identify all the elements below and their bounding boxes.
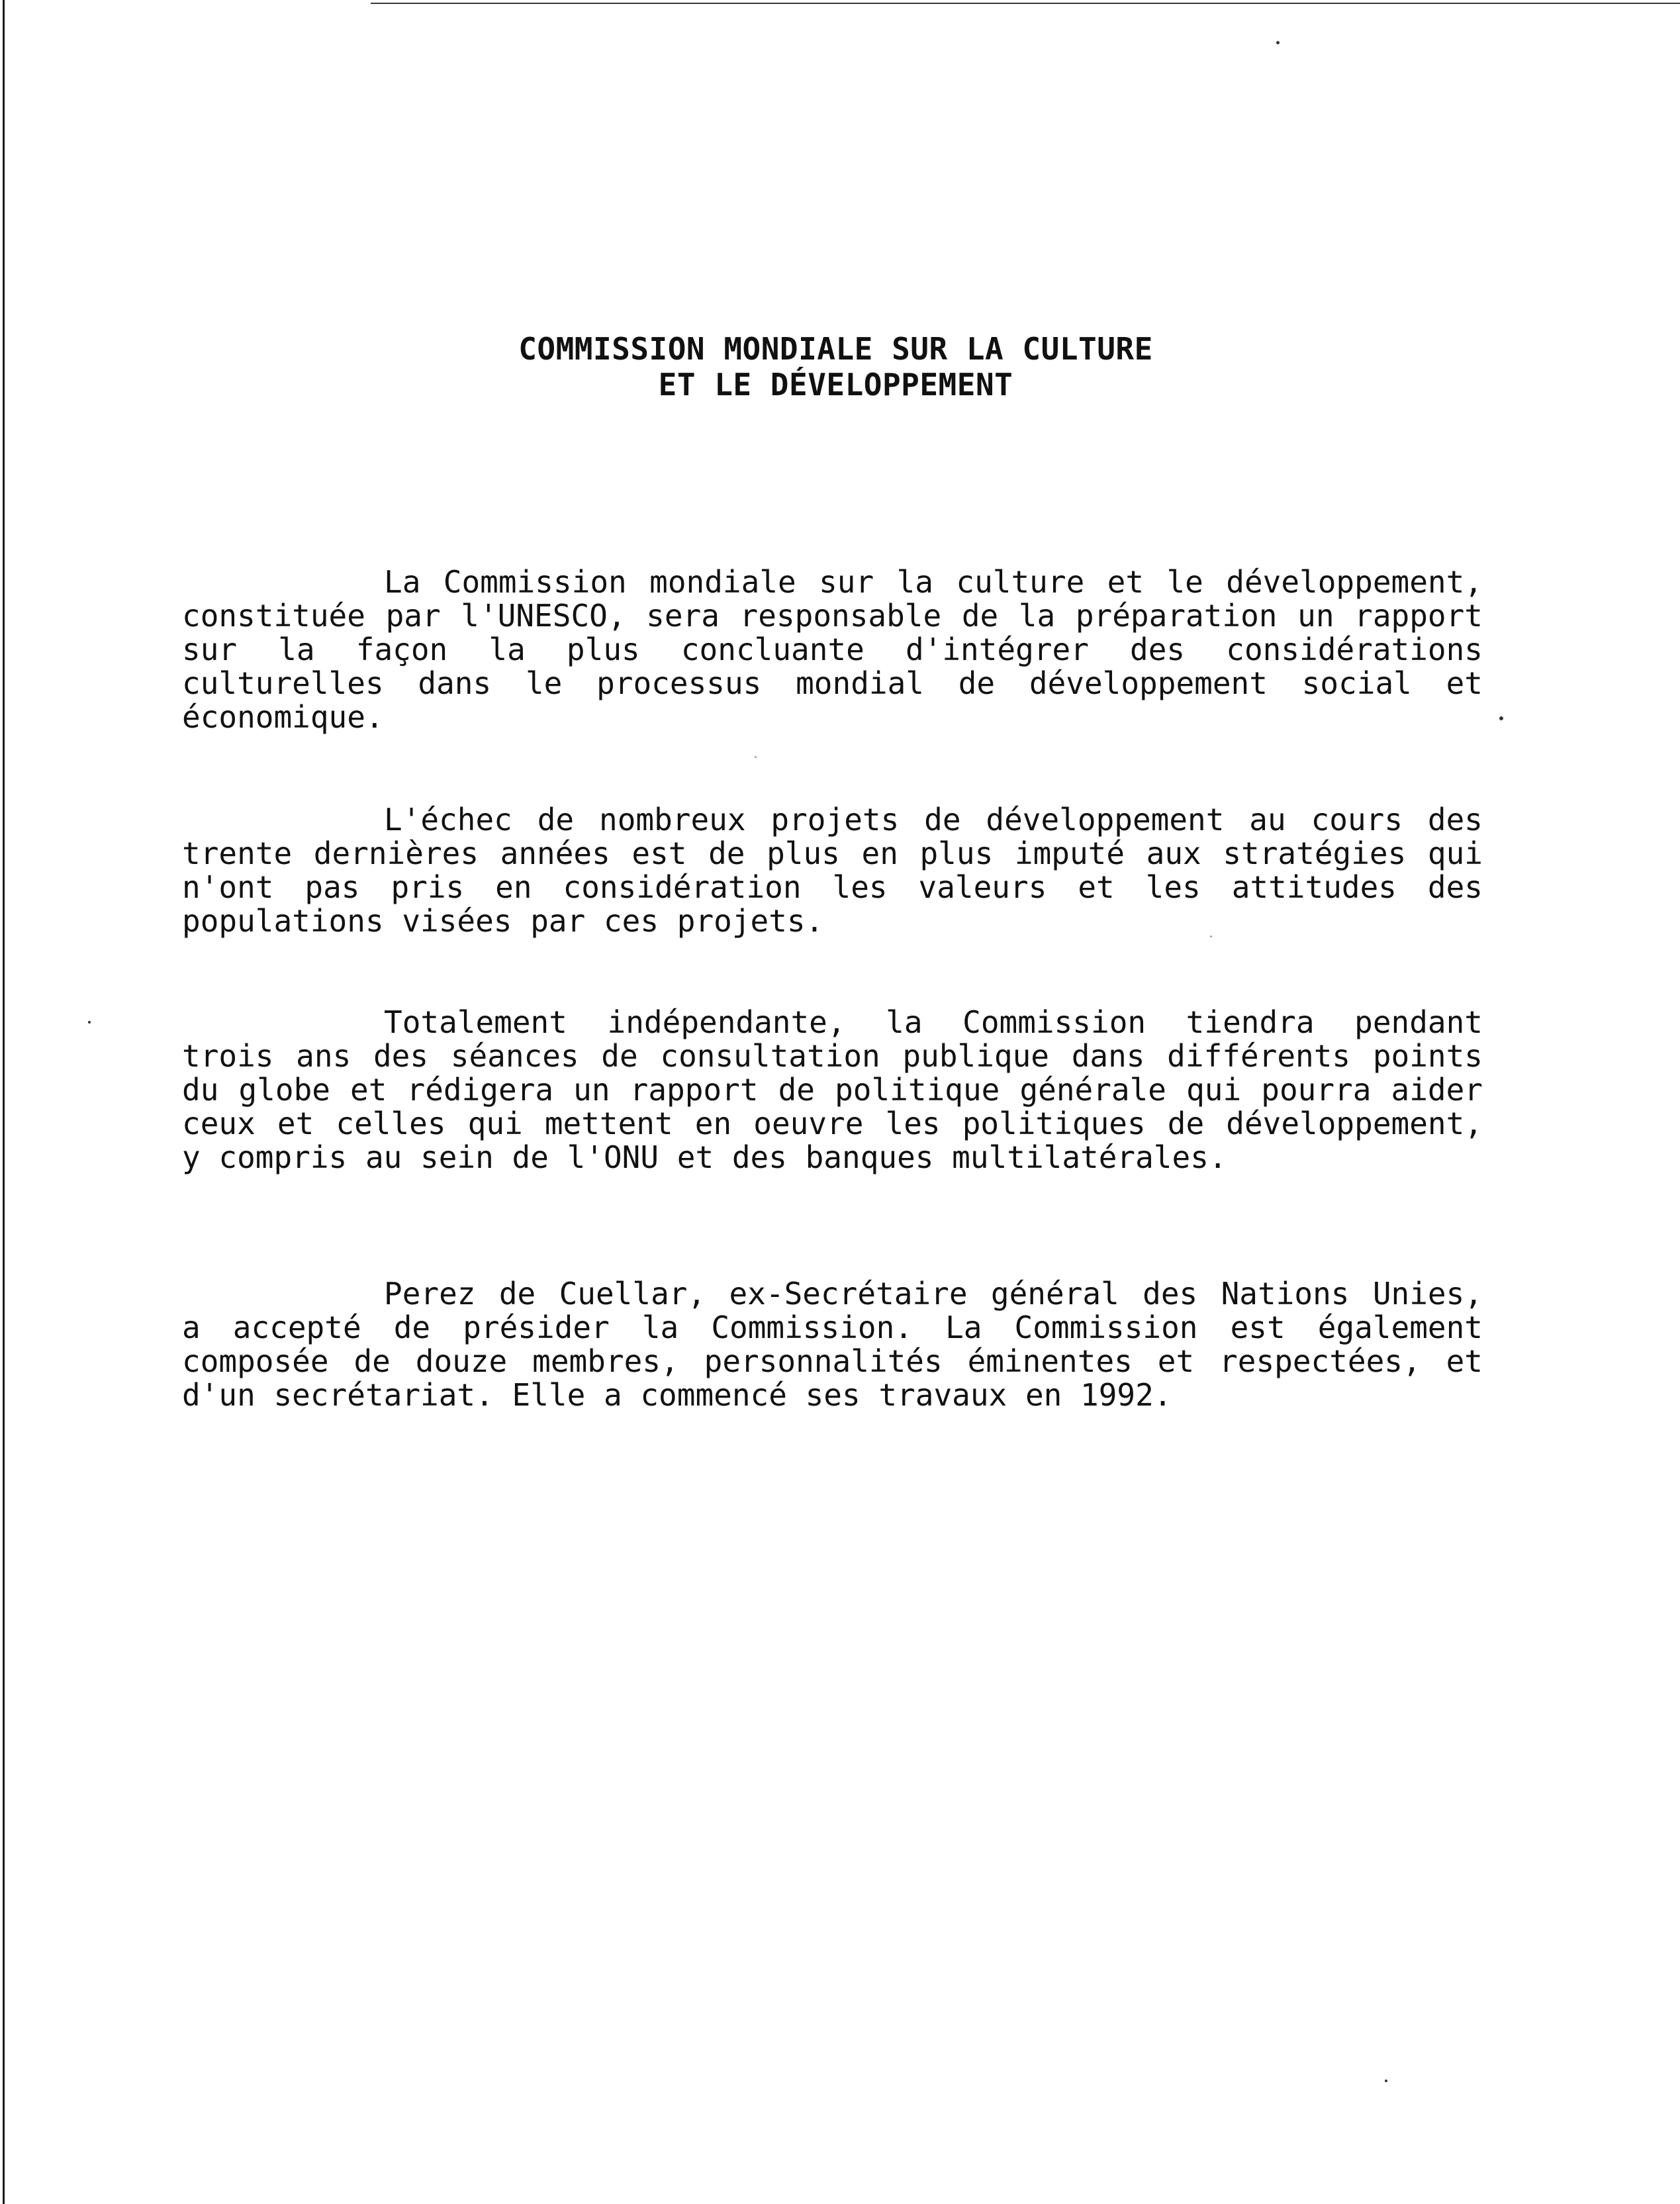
- scan-speck: [755, 756, 757, 758]
- document-title: [185, 331, 1486, 403]
- title-line-2: ET LE DÉVELOPPEMENT: [658, 367, 1013, 403]
- paragraph-2: L'échec de nombreux projets de développement au cours des trente dernières années est de plus en plus imputé aux stratégies qui n'ont pas pris en considération les valeurs et les attitudes des populations visées par ces projets.: [182, 802, 1483, 939]
- scan-speck: [1276, 41, 1280, 44]
- paragraph-3: Totalement indépendante, la Commission tiendra pendant trois ans des séances de consultation publique dans différents points du globe et rédigera un rapport de politique générale qui pourra aider ceux et celles qui mettent en oeuvre les politiques de développement, y compris au sein de l'ONU et des banques multilatérales.: [182, 1004, 1483, 1175]
- paragraph-1: La Commission mondiale sur la culture et le développement, constituée par l'UNESCO, sera responsable de la préparation un rapport sur la façon la plus concluante d'intégrer des considérations culturelles dans le processus mondial de développement social et économique.: [182, 564, 1483, 735]
- scan-speck: [1385, 2080, 1387, 2082]
- scan-speck: [1499, 716, 1503, 720]
- scan-left-edge: [3, 0, 5, 2204]
- scan-top-edge: [371, 3, 1680, 4]
- paragraph-4: Perez de Cuellar, ex-Secrétaire général des Nations Unies, a accepté de présider la Commission. La Commission est également composée de douze membres, personnalités éminentes et respectées, et d'un secrétariat. Elle a commencé ses travaux en 1992.: [182, 1276, 1483, 1413]
- title-line-1: COMMISSION MONDIALE SUR LA CULTURE: [518, 331, 1153, 367]
- scan-speck: [88, 1021, 91, 1024]
